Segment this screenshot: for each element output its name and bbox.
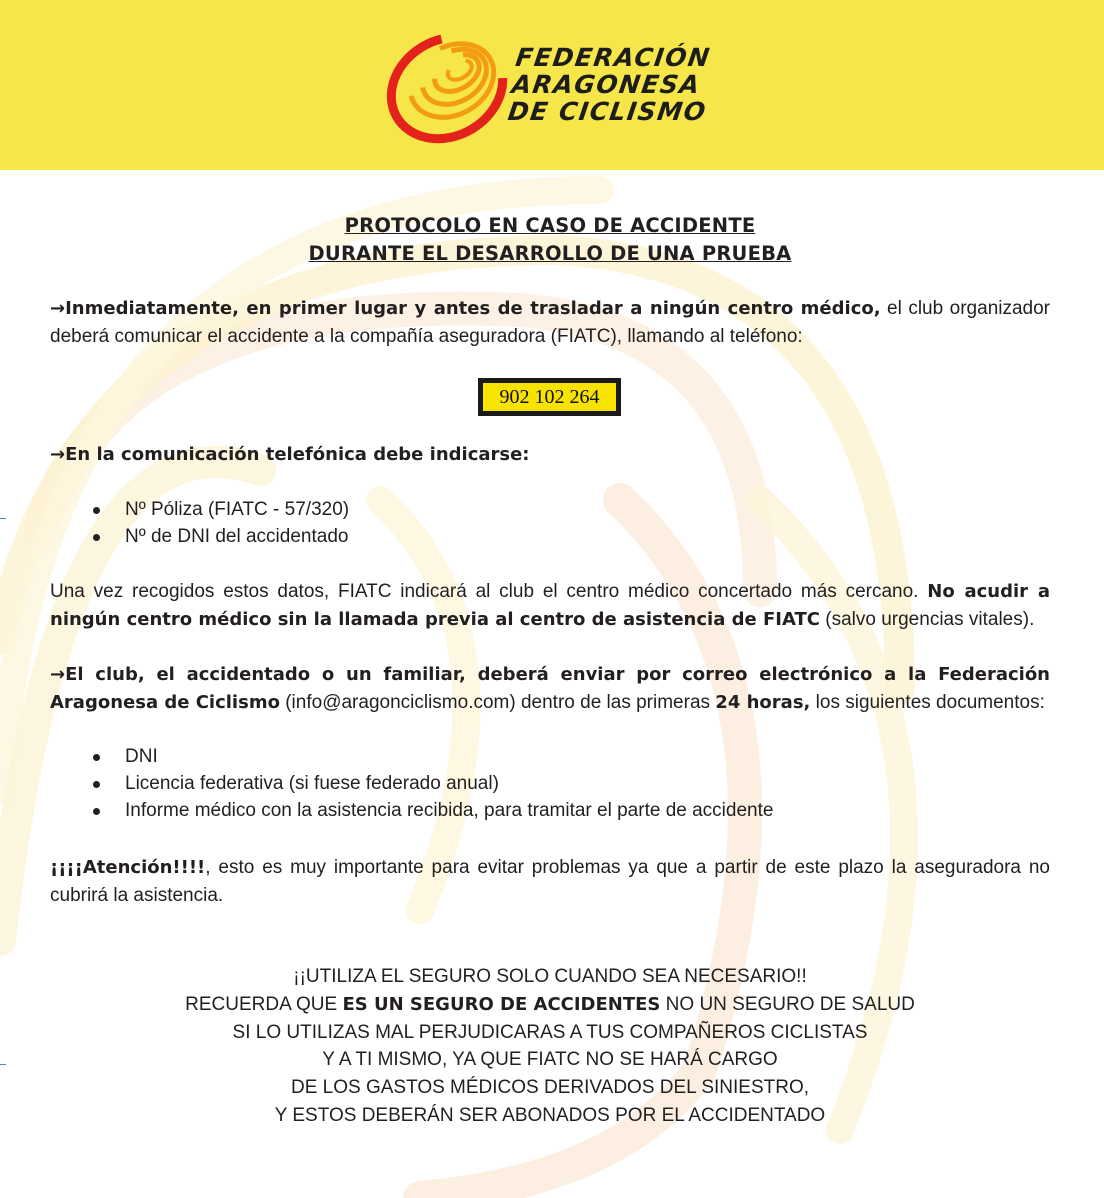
email-paragraph — [50, 661, 1050, 717]
documents-list — [90, 743, 773, 824]
call-heading-text: En la comunicación telefónica debe indicarse: — [65, 444, 530, 465]
email-bold: El club, el accidentado o un familiar, deberá enviar por correo electrónico a la Federación Aragonesa de Ciclismo — [50, 664, 1050, 713]
closing-line-3: SI LO UTILIZAS MAL PERJUDICARAS A TUS COMPAÑEROS CICLISTAS — [232, 1021, 868, 1043]
list-item: Licencia federativa (si fuese federado anual) — [90, 770, 773, 797]
phone-number: 902 102 264 — [483, 383, 616, 411]
email-text-2: los siguientes documentos: — [810, 692, 1045, 713]
list-item: Nº Póliza (FIATC - 57/320) — [90, 496, 349, 523]
title-line-1: PROTOCOLO EN CASO DE ACCIDENTE — [344, 214, 756, 237]
closing-line-2-post: NO UN SEGURO DE SALUD — [660, 993, 915, 1015]
after-call-bold: No acudir a ningún centro médico sin la llamada previa al centro de asistencia de FIATC — [50, 581, 1050, 630]
email-text-1: (info@aragonciclismo.com) dentro de las primeras — [279, 692, 716, 713]
intro-text: el club organizador deberá comunicar el accidente a la compañía aseguradora (FIATC), llamando al teléfono: — [50, 298, 1051, 347]
list-item: Nº de DNI del accidentado — [90, 523, 349, 550]
attention-paragraph — [50, 854, 1050, 910]
attention-bold: ¡¡¡¡Atención!!!! — [50, 857, 206, 878]
logo-line-1: FEDERACIÓN — [513, 43, 713, 72]
call-heading — [50, 441, 1050, 469]
closing-line-6: Y ESTOS DEBERÁN SER ABONADOS POR EL ACCIDENTADO — [274, 1104, 826, 1126]
arrow-icon: → — [50, 664, 66, 685]
page-title — [0, 212, 1100, 268]
logo-line-2: ARAGONESA — [509, 70, 703, 99]
phone-number-box — [478, 378, 621, 416]
email-deadline: 24 horas, — [715, 692, 811, 713]
title-line-2: DURANTE EL DESARROLLO DE UNA PRUEBA — [308, 242, 792, 265]
closing-line-4: Y A TI MISMO, YA QUE FIATC NO SE HARÁ CARGO — [322, 1049, 778, 1071]
after-call-paragraph — [50, 578, 1050, 634]
closing-line-5: DE LOS GASTOS MÉDICOS DERIVADOS DEL SINIESTRO, — [290, 1077, 810, 1099]
closing-notice — [0, 963, 1100, 1130]
intro-paragraph — [50, 295, 1050, 351]
closing-line-2 — [0, 991, 1100, 1019]
closing-line-1: ¡¡UTILIZA EL SEGURO SOLO CUANDO SEA NECESARIO!! — [293, 966, 807, 987]
arrow-icon: → — [50, 298, 66, 319]
after-call-tail: (salvo urgencias vitales). — [819, 609, 1035, 630]
list-item: Informe médico con la asistencia recibida, para tramitar el parte de accidente — [90, 797, 773, 824]
list-item: DNI — [90, 743, 773, 770]
closing-line-2-pre: RECUERDA QUE — [185, 993, 343, 1015]
intro-bold: Inmediatamente, en primer lugar y antes de trasladar a ningún centro médico, — [65, 298, 881, 319]
after-call-text: Una vez recogidos estos datos, FIATC indicará al club el centro médico concertado más cercano. — [50, 581, 928, 602]
closing-line-2-bold: ES UN SEGURO DE ACCIDENTES — [342, 993, 661, 1015]
attention-text: , esto es muy importante para evitar problemas ya que a partir de este plazo la aseguradora no cubrirá la asistencia. — [50, 857, 1050, 906]
arrow-icon: → — [50, 444, 66, 465]
logo-line-3: DE CICLISMO — [506, 97, 709, 126]
margin-tick — [0, 518, 6, 519]
call-info-list — [90, 496, 349, 550]
